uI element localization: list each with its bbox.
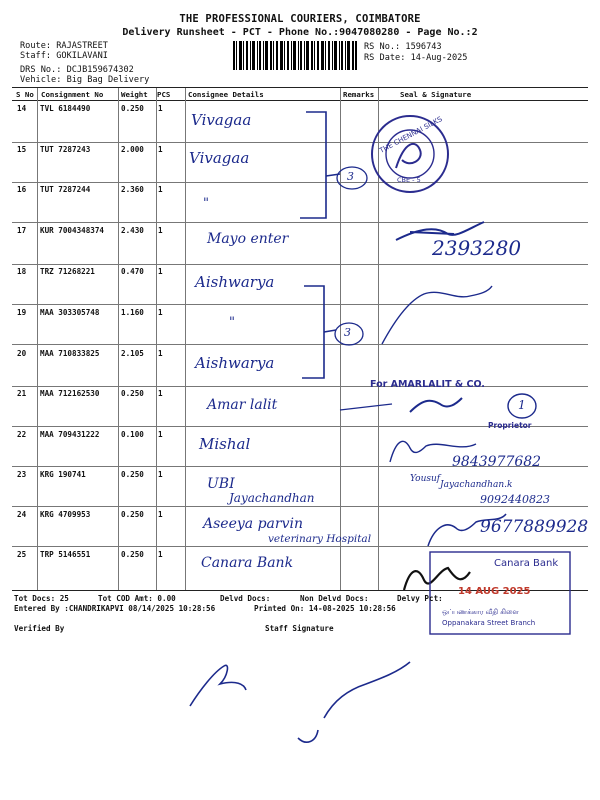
vehicle-label: Vehicle: Big Bag Delivery	[20, 75, 150, 85]
row-consignment: KRG 190741	[40, 470, 86, 479]
row-weight: 2.360	[121, 185, 144, 194]
consignee-handwriting: Aishwarya	[195, 354, 275, 372]
row-pcs: 1	[158, 470, 163, 479]
row-consignment: KUR 7004348374	[40, 226, 105, 235]
col-remarks: Remarks	[343, 90, 375, 99]
delivered-docs: Delvd Docs:	[220, 594, 271, 603]
consignee-handwriting-line2: Jayachandhan	[229, 491, 315, 505]
row-sno: 21	[17, 389, 27, 398]
row-pcs: 1	[158, 510, 163, 519]
consignee-handwriting: UBI	[207, 476, 235, 492]
row-weight: 0.100	[121, 430, 144, 439]
bank-stamp-date: 14 AUG 2025	[458, 586, 531, 597]
col-consignment: Consignment No	[41, 90, 104, 99]
row-sno: 19	[17, 308, 27, 317]
consignee-handwriting: "	[203, 196, 209, 211]
bank-stamp-name: Canara Bank	[494, 558, 559, 569]
signature-scribble	[410, 398, 462, 412]
row-weight: 2.430	[121, 226, 144, 235]
chennai-silks-seal-text: THE CHENNAI SILKS	[378, 115, 444, 155]
consignee-handwriting: "	[229, 315, 235, 330]
row-pcs: 1	[158, 389, 163, 398]
bank-stamp-branch: Oppanakara Street Branch	[442, 619, 536, 627]
row-sno: 17	[17, 226, 27, 235]
row-consignment: TRZ 71268221	[40, 267, 95, 276]
row-consignment: TUT 7287243	[40, 145, 91, 154]
consignee-handwriting: Aishwarya	[195, 273, 275, 291]
consignee-handwriting: Mishal	[199, 435, 251, 453]
row-consignment: KRG 4709953	[40, 510, 91, 519]
amarlalit-seal: For AMARLALIT & CO.	[370, 379, 485, 390]
row-pcs: 1	[158, 145, 163, 154]
row-pcs: 1	[158, 226, 163, 235]
col-seal: Seal & Signature	[400, 90, 472, 99]
consignee-handwriting: Vivagaa	[189, 149, 250, 167]
row-sno: 24	[17, 510, 27, 519]
row-pcs: 1	[158, 308, 163, 317]
row-consignment: TUT 7287244	[40, 185, 91, 194]
row-pcs: 1	[158, 550, 163, 559]
signature-scribble	[298, 662, 410, 742]
row-weight: 0.250	[121, 389, 144, 398]
remark-line	[340, 404, 392, 410]
staff-signature-label: Staff Signature	[265, 624, 334, 633]
consignee-handwriting: Vivagaa	[191, 111, 252, 129]
row-weight: 2.000	[121, 145, 144, 154]
row-sno: 14	[17, 104, 27, 113]
total-cod: Tot COD Amt: 0.00	[98, 594, 176, 603]
rs-date: RS Date: 14-Aug-2025	[364, 53, 468, 63]
remark-number: 3	[344, 326, 351, 339]
bank-stamp-branch-local: ஒப்பணக்கார வீதி கிளை	[442, 608, 519, 616]
row-weight: 0.250	[121, 550, 144, 559]
signature-scribble	[190, 665, 246, 706]
row-consignment: MAA 710833825	[40, 349, 100, 358]
row-sno: 25	[17, 550, 27, 559]
row-weight: 0.250	[121, 510, 144, 519]
entered-by: Entered By :CHANDRIKAPVI 08/14/2025 10:28:56	[14, 604, 216, 613]
row-sno: 18	[17, 267, 27, 276]
total-docs: Tot Docs: 25	[14, 594, 69, 603]
drs-number: DRS No.: DCJB159674302	[20, 65, 134, 75]
row-pcs: 1	[158, 430, 163, 439]
handwritten-name: Jayachandhan.k	[440, 480, 513, 490]
handwritten-name: Yousuf	[410, 474, 441, 484]
chennai-silks-seal-code: CBE - 5	[397, 176, 421, 184]
printed-on: Printed On: 14-08-2025 10:28:56	[254, 604, 396, 613]
remark-number: 1	[518, 398, 526, 412]
consignee-handwriting: Canara Bank	[201, 555, 294, 571]
row-sno: 16	[17, 185, 27, 194]
consignee-handwriting-line2: veterinary Hospital	[268, 533, 372, 545]
row-pcs: 1	[158, 104, 163, 113]
rs-number: RS No.: 1596743	[364, 42, 442, 52]
row-consignment: MAA 709431222	[40, 430, 100, 439]
row-sno: 20	[17, 349, 27, 358]
verified-by-label: Verified By	[14, 624, 65, 633]
row-consignment: MAA 712162530	[40, 389, 100, 398]
handwritten-phone: 9092440823	[480, 493, 550, 506]
company-title: THE PROFESSIONAL COURIERS, COIMBATORE	[179, 13, 421, 25]
delivery-percent: Delvy Pct:	[397, 594, 443, 603]
bracket-mark	[300, 112, 326, 218]
col-consignee: Consignee Details	[188, 90, 264, 99]
col-sno: S No	[16, 90, 34, 99]
row-sno: 15	[17, 145, 27, 154]
remark-number: 3	[347, 170, 354, 183]
row-weight: 0.470	[121, 267, 144, 276]
row-weight: 0.250	[121, 470, 144, 479]
col-weight: Weight	[121, 90, 148, 99]
consignee-handwriting: Amar lalit	[207, 397, 278, 413]
col-pcs: PCS	[157, 90, 171, 99]
row-sno: 23	[17, 470, 27, 479]
non-delivered-docs: Non Delvd Docs:	[300, 594, 369, 603]
handwritten-phone: 9677889928	[480, 517, 589, 537]
handwritten-phone: 9843977682	[452, 454, 542, 470]
row-consignment: TVL 6184490	[40, 104, 91, 113]
row-pcs: 1	[158, 349, 163, 358]
consignee-handwriting: Mayo enter	[207, 231, 289, 247]
consignee-handwriting: Aseeya parvin	[203, 516, 303, 532]
row-pcs: 1	[158, 267, 163, 276]
row-sno: 22	[17, 430, 27, 439]
row-weight: 1.160	[121, 308, 144, 317]
handwritten-phone: 2393280	[432, 236, 522, 260]
row-weight: 2.105	[121, 349, 144, 358]
route-label: Route: RAJASTREET	[20, 41, 108, 51]
runsheet-subtitle: Delivery Runsheet - PCT - Phone No.:9047080280 - Page No.:2	[122, 27, 478, 38]
bracket-mark	[324, 330, 336, 332]
proprietor-seal: Proprietor	[488, 421, 532, 430]
row-pcs: 1	[158, 185, 163, 194]
signature-scribble	[382, 286, 492, 344]
row-consignment: MAA 303305748	[40, 308, 100, 317]
row-weight: 0.250	[121, 104, 144, 113]
bracket-mark	[302, 286, 324, 378]
row-consignment: TRP 5146551	[40, 550, 91, 559]
staff-label: Staff: GOKILAVANI	[20, 51, 108, 61]
